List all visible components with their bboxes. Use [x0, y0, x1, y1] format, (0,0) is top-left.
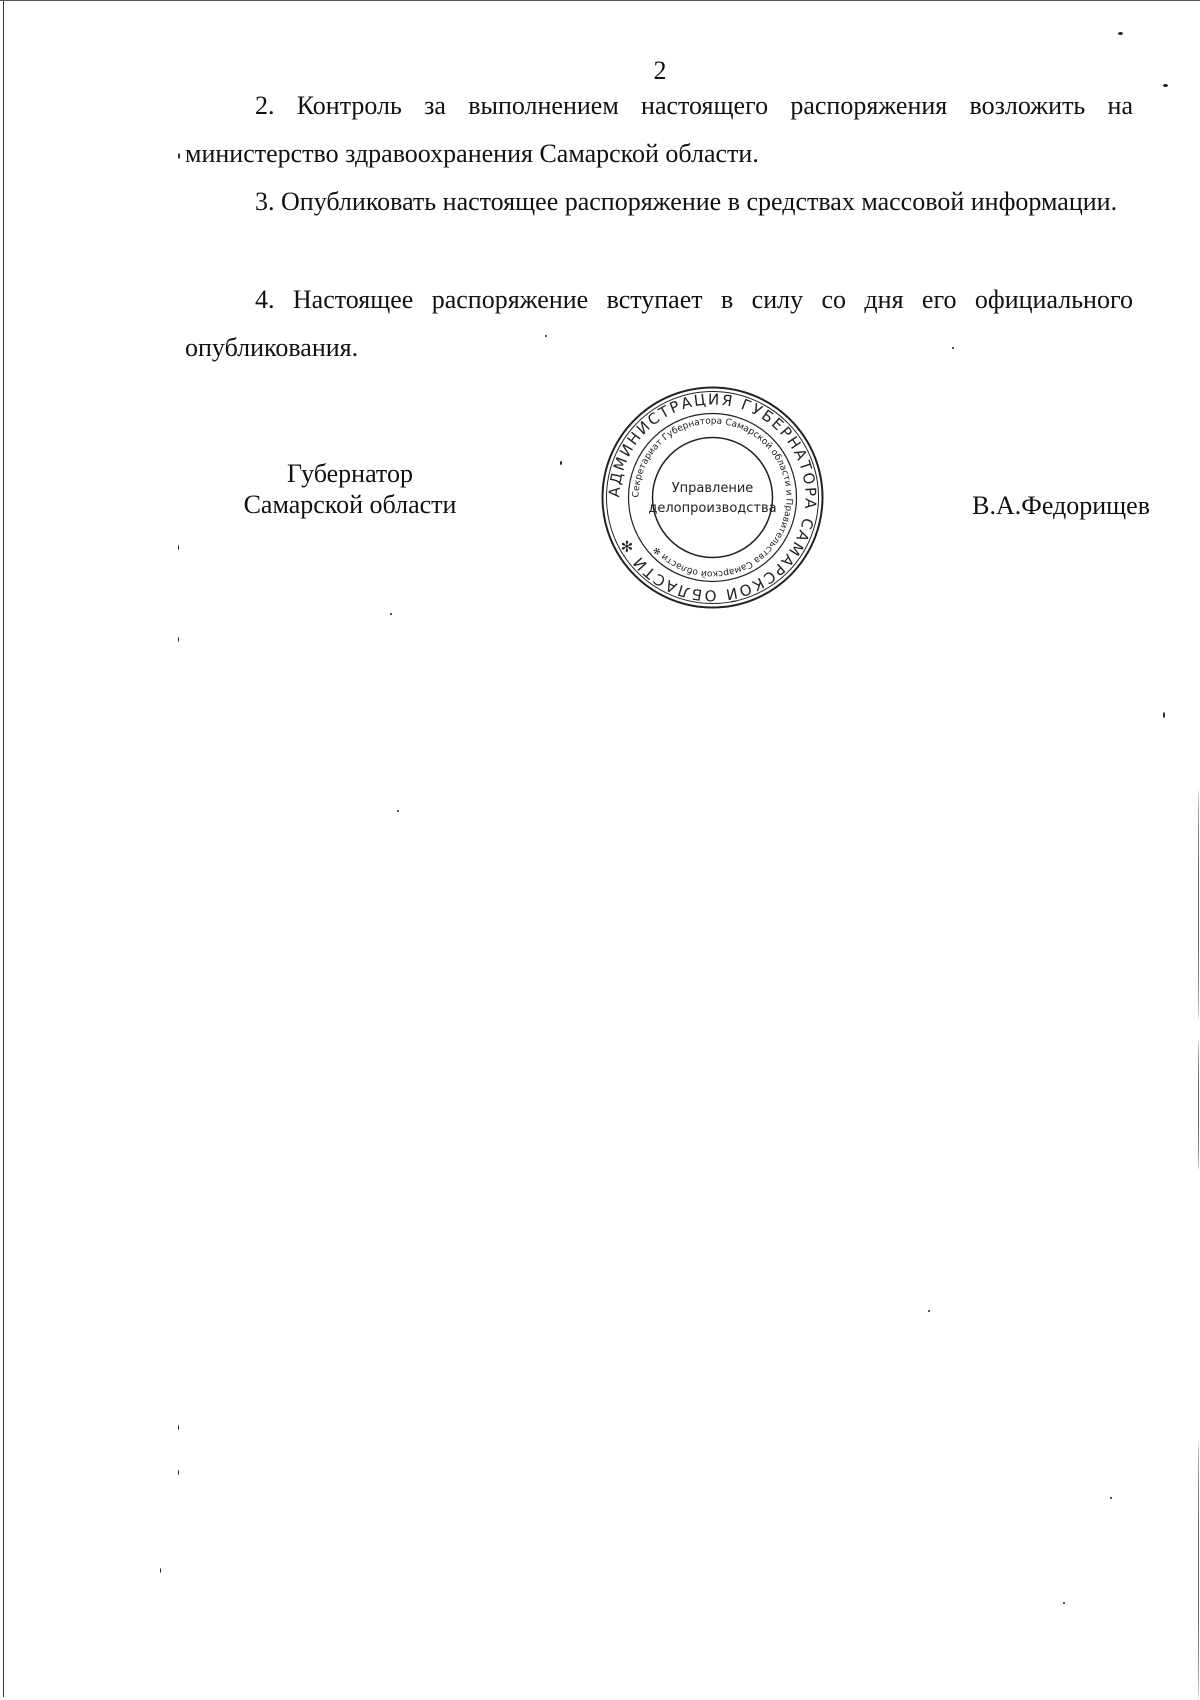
scan-speck	[1110, 1497, 1112, 1499]
scan-speck	[952, 347, 954, 349]
scan-speck	[397, 810, 399, 812]
scan-speck	[160, 1568, 161, 1573]
stamp-inner-text: Секретариат Губернатора Самарской области и Правительства Самарской области ✻	[631, 416, 794, 579]
scan-speck	[560, 461, 562, 465]
scan-speck	[178, 545, 179, 550]
paragraph-4: 4. Настоящее распоряжение вступает в силу со дня его официального опубликования.	[185, 285, 1133, 362]
scan-speck	[928, 1310, 930, 1312]
paragraph-3: 3. Опубликовать настоящее распоряжение в средствах массовой информации.	[255, 187, 1118, 216]
scan-border-top	[0, 0, 1200, 1]
scan-edge-mark	[1198, 790, 1199, 1020]
scan-border	[3, 0, 4, 1697]
signature-title	[210, 458, 490, 520]
stamp-center-line1: Управление	[671, 481, 754, 496]
scan-speck	[178, 1425, 179, 1430]
page-number: 2	[653, 56, 667, 85]
scan-speck	[1118, 32, 1123, 35]
signatory-name: В.А.Федорищев	[972, 491, 1150, 520]
scan-speck	[1063, 1602, 1065, 1604]
scan-edge-mark	[1198, 1440, 1199, 1700]
scan-speck	[178, 153, 180, 159]
signature-title-line1: Губернатор	[287, 459, 413, 488]
scan-speck	[178, 637, 179, 642]
stamp-outer-text: АДМИНИСТРАЦИЯ ГУБЕРНАТОРА САМАРСКОЙ ОБЛАСТИ ✻	[605, 390, 820, 605]
official-stamp	[600, 385, 825, 610]
stamp-center-line2: делопроизводства	[648, 501, 777, 516]
scan-speck	[178, 1470, 179, 1475]
paragraph-2: 2. Контроль за выполнением настоящего распоряжения возложить на министерство здравоохранения Самарской области.	[185, 91, 1133, 168]
scan-speck	[545, 335, 547, 337]
scan-speck	[1163, 84, 1168, 87]
signature-title-line2: Самарской области	[243, 490, 457, 519]
scan-speck	[390, 613, 392, 615]
scan-speck	[1163, 712, 1165, 718]
scan-edge-mark	[1198, 1040, 1199, 1170]
